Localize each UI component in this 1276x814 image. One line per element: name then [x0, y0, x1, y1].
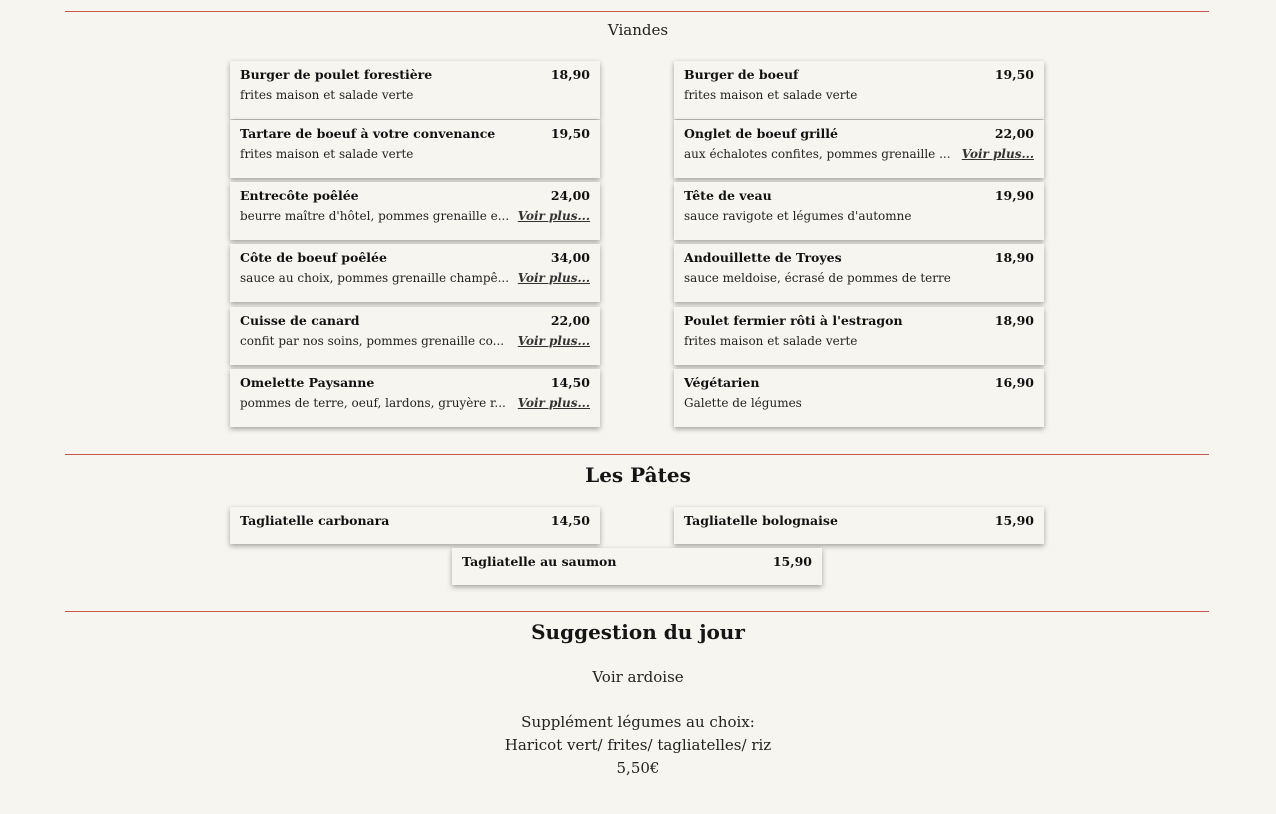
menu-item-price: 19,50 [994, 67, 1034, 82]
menu-item-name: Tête de veau [684, 188, 772, 203]
menu-item-card[interactable] [674, 61, 1044, 119]
menu-item-name: Omelette Paysanne [240, 375, 375, 390]
section-title-pates: Les Pâtes [585, 463, 691, 487]
menu-item-name: Onglet de boeuf grillé [684, 126, 838, 141]
menu-item-name: Entrecôte poêlée [240, 188, 359, 203]
menu-item-description: confit par nos soins, pommes grenaille co... [240, 334, 505, 348]
menu-item-card[interactable] [230, 307, 600, 365]
supplement-items: Haricot vert/ frites/ tagliatelles/ riz [504, 736, 772, 754]
menu-item-card[interactable] [674, 182, 1044, 240]
section-title-viandes: Viandes [607, 21, 669, 39]
menu-item-price: 34,00 [550, 250, 590, 265]
menu-item-price: 22,00 [994, 126, 1034, 141]
menu-item-name: Côte de boeuf poêlée [240, 250, 387, 265]
menu-item-price: 15,90 [994, 513, 1034, 528]
menu-item-price: 18,90 [550, 67, 590, 82]
see-more-link[interactable]: Voir plus... [517, 271, 590, 285]
menu-item-name: Burger de boeuf [684, 67, 799, 82]
menu-item-description: frites maison et salade verte [684, 334, 858, 348]
menu-item-description: frites maison et salade verte [240, 147, 414, 161]
menu-item-price: 14,50 [550, 375, 590, 390]
menu-item-description: aux échalotes confites, pommes grenaille ... [684, 147, 951, 161]
menu-item-name: Tagliatelle carbonara [240, 513, 390, 528]
menu-item-price: 15,90 [772, 554, 812, 569]
divider-pates [65, 454, 1209, 455]
suggestion-text: Voir ardoise [592, 668, 684, 686]
see-more-link[interactable]: Voir plus... [517, 209, 590, 223]
menu-item-card[interactable] [230, 61, 600, 119]
menu-item-name: Burger de poulet forestière [240, 67, 433, 82]
supplement-price: 5,50€ [616, 759, 660, 777]
menu-item-name: Tagliatelle au saumon [462, 554, 617, 569]
menu-item-description: sauce au choix, pommes grenaille champê... [240, 271, 510, 285]
menu-item-description: sauce ravigote et légumes d'automne [684, 209, 912, 223]
menu-item-card[interactable] [674, 244, 1044, 302]
menu-item-description: Galette de légumes [684, 396, 802, 410]
menu-item-card[interactable] [230, 182, 600, 240]
see-more-link[interactable]: Voir plus... [517, 396, 590, 410]
menu-item-description: sauce meldoise, écrasé de pommes de terre [684, 271, 951, 285]
menu-item-card[interactable] [230, 369, 600, 427]
menu-item-description: beurre maître d'hôtel, pommes grenaille e... [240, 209, 510, 223]
menu-item-description: pommes de terre, oeuf, lardons, gruyère r... [240, 396, 506, 410]
supplement-title: Supplément légumes au choix: [521, 713, 755, 731]
menu-item-price: 18,90 [994, 313, 1034, 328]
menu-item-name: Andouillette de Troyes [684, 250, 842, 265]
menu-item-price: 16,90 [994, 375, 1034, 390]
see-more-link[interactable]: Voir plus... [517, 334, 590, 348]
see-more-link[interactable]: Voir plus... [961, 147, 1034, 161]
menu-item-card[interactable] [230, 120, 600, 178]
menu-item-card[interactable] [230, 507, 600, 544]
menu-item-card[interactable] [452, 548, 822, 585]
menu-item-card[interactable] [674, 307, 1044, 365]
divider-top [65, 11, 1209, 12]
menu-item-price: 19,90 [994, 188, 1034, 203]
menu-item-name: Végétarien [684, 375, 760, 390]
menu-item-name: Poulet fermier rôti à l'estragon [684, 313, 903, 328]
menu-item-price: 19,50 [550, 126, 590, 141]
menu-item-description: frites maison et salade verte [684, 88, 858, 102]
menu-item-card[interactable] [674, 120, 1044, 178]
section-title-suggestion: Suggestion du jour [531, 620, 745, 644]
menu-item-price: 24,00 [550, 188, 590, 203]
menu-item-price: 18,90 [994, 250, 1034, 265]
menu-item-card[interactable] [674, 369, 1044, 427]
menu-item-price: 22,00 [550, 313, 590, 328]
menu-item-name: Tartare de boeuf à votre convenance [240, 126, 496, 141]
menu-item-card[interactable] [674, 507, 1044, 544]
menu-item-description: frites maison et salade verte [240, 88, 414, 102]
divider-suggestion [65, 611, 1209, 612]
menu-item-card[interactable] [230, 244, 600, 302]
menu-item-price: 14,50 [550, 513, 590, 528]
menu-item-name: Cuisse de canard [240, 313, 360, 328]
menu-item-name: Tagliatelle bolognaise [684, 513, 838, 528]
